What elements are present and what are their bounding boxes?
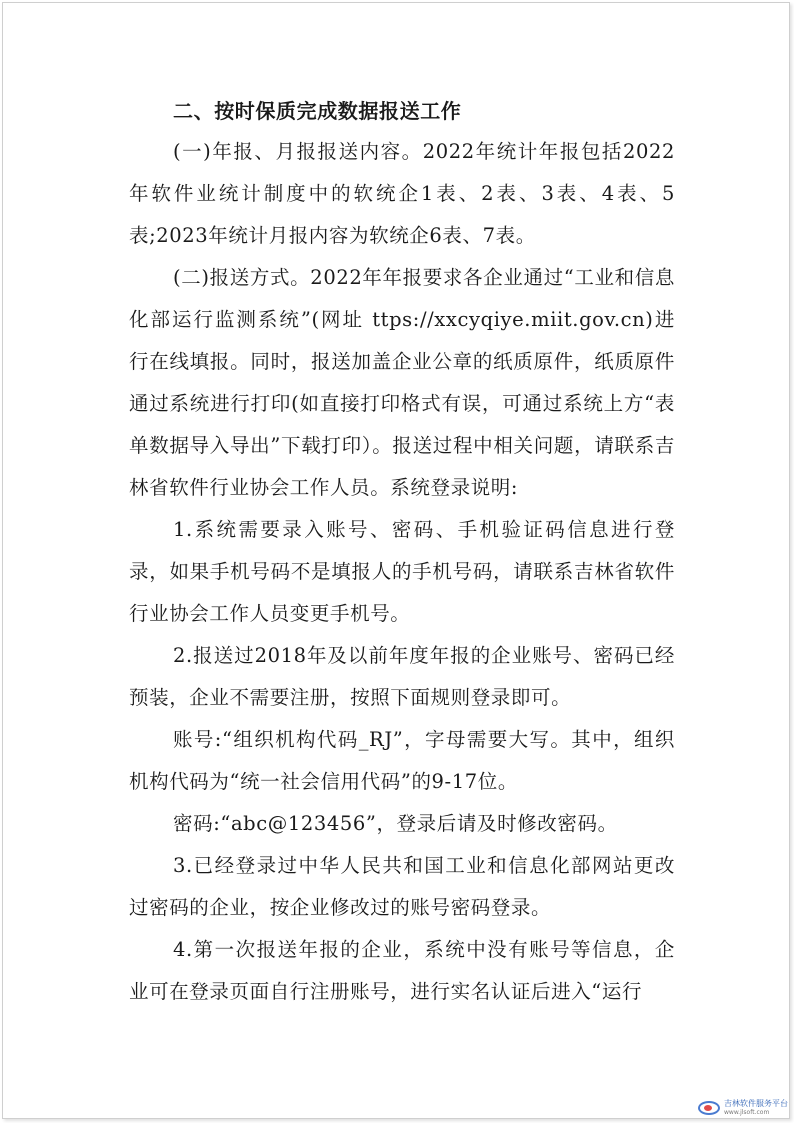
paragraph-login-step-3: 3.已经登录过中华人民共和国工业和信息化部网站更改过密码的企业，按企业修改过的账号密码登录。 <box>129 854 675 919</box>
paragraph-report-method: (二)报送方式。2022年年报要求各企业通过“工业和信息化部运行监测系统”(网址 ttps://xxcyqiye.miit.gov.cn)进行在线填报。同时，报送加盖企业公章的纸质原件，纸质原件通过系统进行打印(如直接打印格式有误，可通过系统上方“表单数据导入导出”下载打印）。报送过程中相关问题，请联系吉林省软件行业协会工作人员。系统登录说明: <box>129 266 675 499</box>
paragraph-login-step-2: 2.报送过2018年及以前年度年报的企业账号、密码已经预装，企业不需要注册，按照下面规则登录即可。 <box>129 644 675 709</box>
paragraph-account-rule: 账号:“组织机构代码_RJ”，字母需要大写。其中，组织机构代码为“统一社会信用代码”的9-17位。 <box>129 728 675 793</box>
site-watermark <box>698 1099 788 1117</box>
paragraph-login-step-1: 1.系统需要录入账号、密码、手机验证码信息进行登录，如果手机号码不是填报人的手机号码，请联系吉林省软件行业协会工作人员变更手机号。 <box>129 518 675 625</box>
document-page <box>2 2 790 1119</box>
paragraph-report-content: (一)年报、月报报送内容。2022年统计年报包括2022年软件业统计制度中的软统企1表、2表、3表、4表、5表;2023年统计月报内容为软统企6表、7表。 <box>129 140 675 247</box>
section-heading: 二、按时保质完成数据报送工作 <box>173 99 462 123</box>
paragraph-login-step-4: 4.第一次报送年报的企业，系统中没有账号等信息，企业可在登录页面自行注册账号，进行实名认证后进入“运行 <box>129 938 675 1003</box>
watermark-name: 吉林软件服务平台 <box>724 1099 788 1108</box>
document-body <box>129 91 675 1013</box>
platform-logo-icon <box>698 1101 720 1115</box>
watermark-url: www.jlsoft.com <box>724 1109 770 1116</box>
paragraph-password-rule: 密码:“abc@123456”，登录后请及时修改密码。 <box>173 812 618 835</box>
